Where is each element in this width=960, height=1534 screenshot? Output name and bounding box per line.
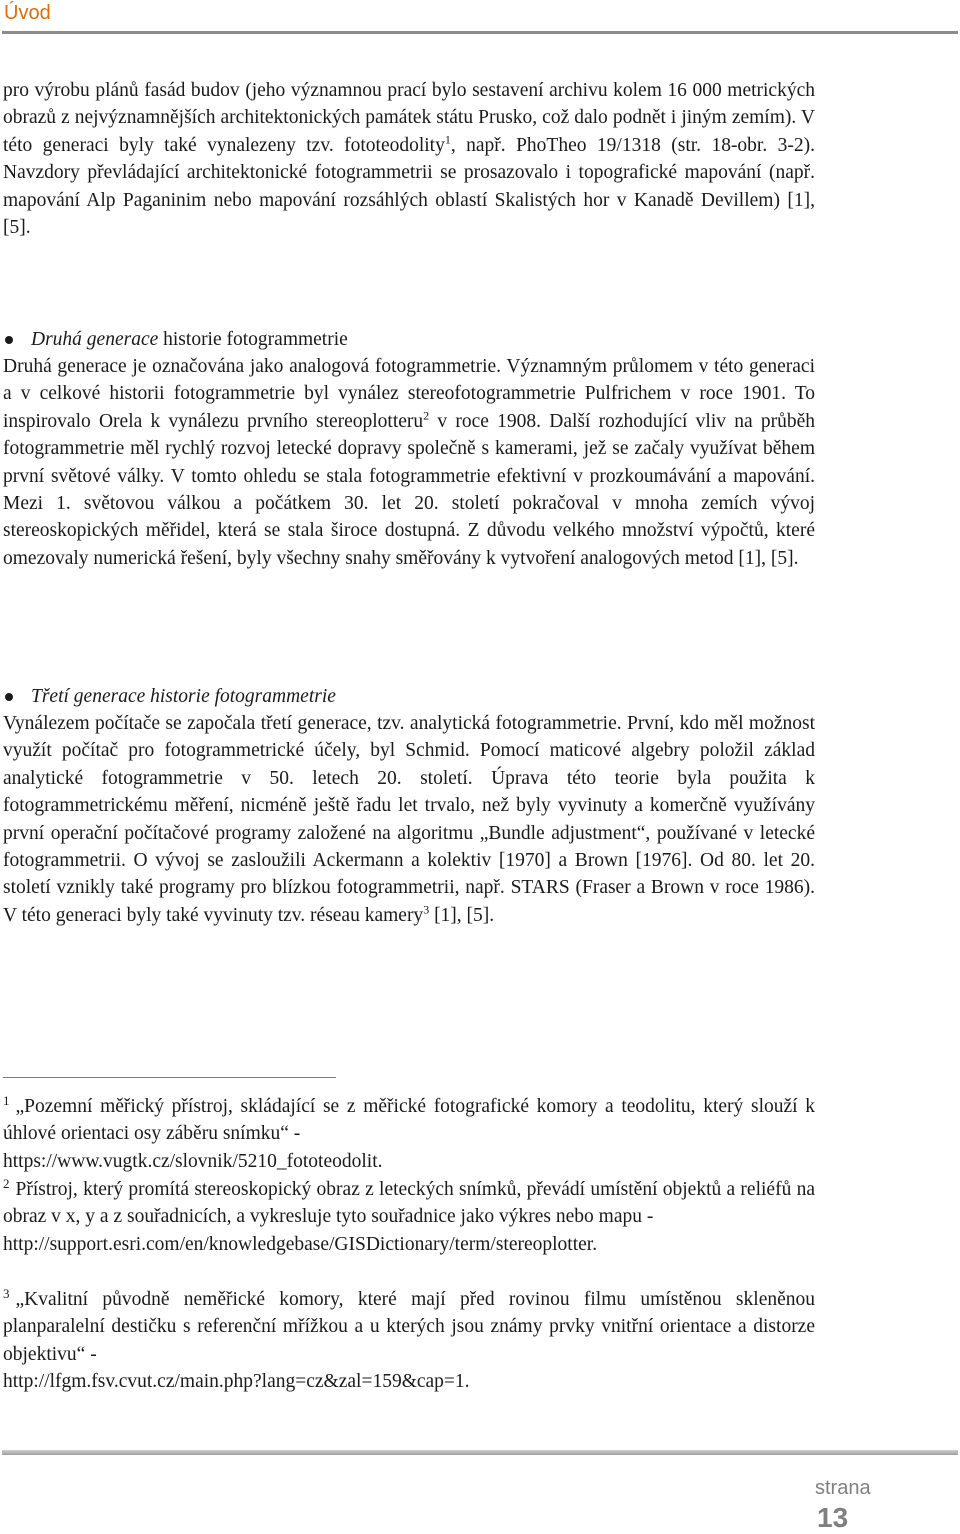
footnote-1-number: 1 xyxy=(3,1092,10,1108)
footnote-divider xyxy=(3,1077,336,1078)
section-3-title-italic: Třetí generace historie fotogrammetrie xyxy=(31,686,336,707)
footnote-2-number: 2 xyxy=(3,1175,10,1191)
footnote-1-url[interactable]: https://www.vugtk.cz/slovnik/5210_fototeodolit. xyxy=(3,1150,383,1172)
page-header-title: Úvod xyxy=(4,2,51,24)
footnote-ref-2[interactable]: 2 xyxy=(423,408,430,423)
bullet-icon xyxy=(5,336,13,344)
section-2-text: Druhá generace je označována jako analogová fotogrammetrie. Významným průlomem v této generaci a v celkové historii fotogrammetrie byl vynález stereofotogrammetrie Pulfrichem v roce 1901. To inspirovalo Orela k vynálezu prvního stereoplotteru xyxy=(3,356,815,432)
page-number: 13 xyxy=(817,1502,849,1533)
page-label: strana xyxy=(815,1477,871,1499)
footer-divider xyxy=(2,1450,958,1455)
footnote-3-text: „Kvalitní původně neměřické komory, které mají před rovinou filmu umístěnou skleněnou planparalelní destičku s referenční mřížkou a u kterých jsou známy prvky vnitřní orientace a distorze objektivu“ - xyxy=(3,1289,815,1365)
bullet-icon xyxy=(5,693,13,701)
footnote-3-url[interactable]: http://lfgm.fsv.cvut.cz/main.php?lang=cz&zal=159&cap=1. xyxy=(3,1371,470,1393)
footnote-ref-3[interactable]: 3 xyxy=(423,902,430,917)
footnote-ref-1[interactable]: 1 xyxy=(444,132,451,147)
section-2-title-italic: Druhá generace xyxy=(31,329,159,350)
intro-paragraph xyxy=(3,77,815,241)
footnote-1 xyxy=(3,1093,815,1175)
footnote-2 xyxy=(3,1176,815,1258)
intro-text: pro výrobu plánů fasád budov (jeho významnou prací bylo sestavení archivu kolem 16 000 metrických obrazů z nejvýznamnějších architektonických památek státu Prusko, což dalo podnět i jiným zemím). V této generaci byly také vynalezeny tzv. fototeodolity xyxy=(3,80,815,156)
footnote-2-text: Přístroj, který promítá stereoskopický obraz z leteckých snímků, převádí umístění objektů a reliéfů na obraz v x, y a z souřadnicích, a vykresluje tyto souřadnice jako výkres nebo mapu - xyxy=(3,1179,815,1228)
section-3-text: Vynálezem počítače se započala třetí generace, tzv. analytická fotogrammetrie. První, kdo měl možnost využít počítač pro fotogrammetrické účely, byl Schmid. Pomocí maticové algebry položil základ analytické fotogrammetrie v 50. letech 20. století. Úprava této teorie byla použita k fotogrammetrickému měření, nicméně ještě řadu let trvalo, než byly vyvinuty a komerčně využívány první operační počítačové programy založené na algoritmu „Bundle adjustment“, používané v letecké fotogrammetrii. O vývoj se zasloužili Ackermann a kolektiv [1970] a Brown [1976]. Od 80. let 20. století vznikly také programy pro blízkou fotogrammetrii, např. STARS (Fraser a Brown v roce 1986). V této generaci byly také vyvinuty tzv. réseau kamery xyxy=(3,713,815,926)
section-3-text-continued: [1], [5]. xyxy=(429,904,495,926)
section-2-heading xyxy=(3,326,815,354)
header-divider xyxy=(2,31,958,34)
section-2-paragraph xyxy=(3,353,815,572)
footnote-3 xyxy=(3,1286,815,1396)
intro-text-continued: , např. PhoTheo 19/1318 (str. 18-obr. 3-2). Navzdory převládající architektonické fotogrammetrii se prosazovalo i topografické mapování (např. mapování Alp Paganinim nebo mapování rozsáhlých oblastí Skalistých hor v Kanadě Devillem) [1], [5]. xyxy=(3,134,816,239)
section-2-title-rest: historie fotogrammetrie xyxy=(158,329,348,350)
footnote-1-text: „Pozemní měřický přístroj, skládající se z měřické fotografické komory a teodolitu, který slouží k úhlové orientaci osy záběru snímku“ - xyxy=(3,1096,815,1145)
section-2-text-continued: v roce 1908. Další rozhodující vliv na průběh fotogrammetrie měl rychlý rozvoj letecké dopravy společně s kamerami, jež se začaly využívat během první světové války. V tomto ohledu se stala fotogrammetrie efektivní v prozkoumávání a mapování. Mezi 1. světovou válkou a počátkem 30. let 20. století pokračoval v mnoha zemích vývoj stereoskopických měřidel, která se stala široce dostupná. Z důvodu velkého množství výpočtů, které omezovaly numerická řešení, byly všechny snahy směřovány k vytvoření analogových metod [1], [5]. xyxy=(3,410,815,569)
footnote-3-number: 3 xyxy=(3,1285,10,1301)
section-3-heading xyxy=(3,683,815,711)
section-3-paragraph xyxy=(3,710,815,929)
footnote-2-url[interactable]: http://support.esri.com/en/knowledgebase/GISDictionary/term/stereoplotter. xyxy=(3,1233,598,1255)
